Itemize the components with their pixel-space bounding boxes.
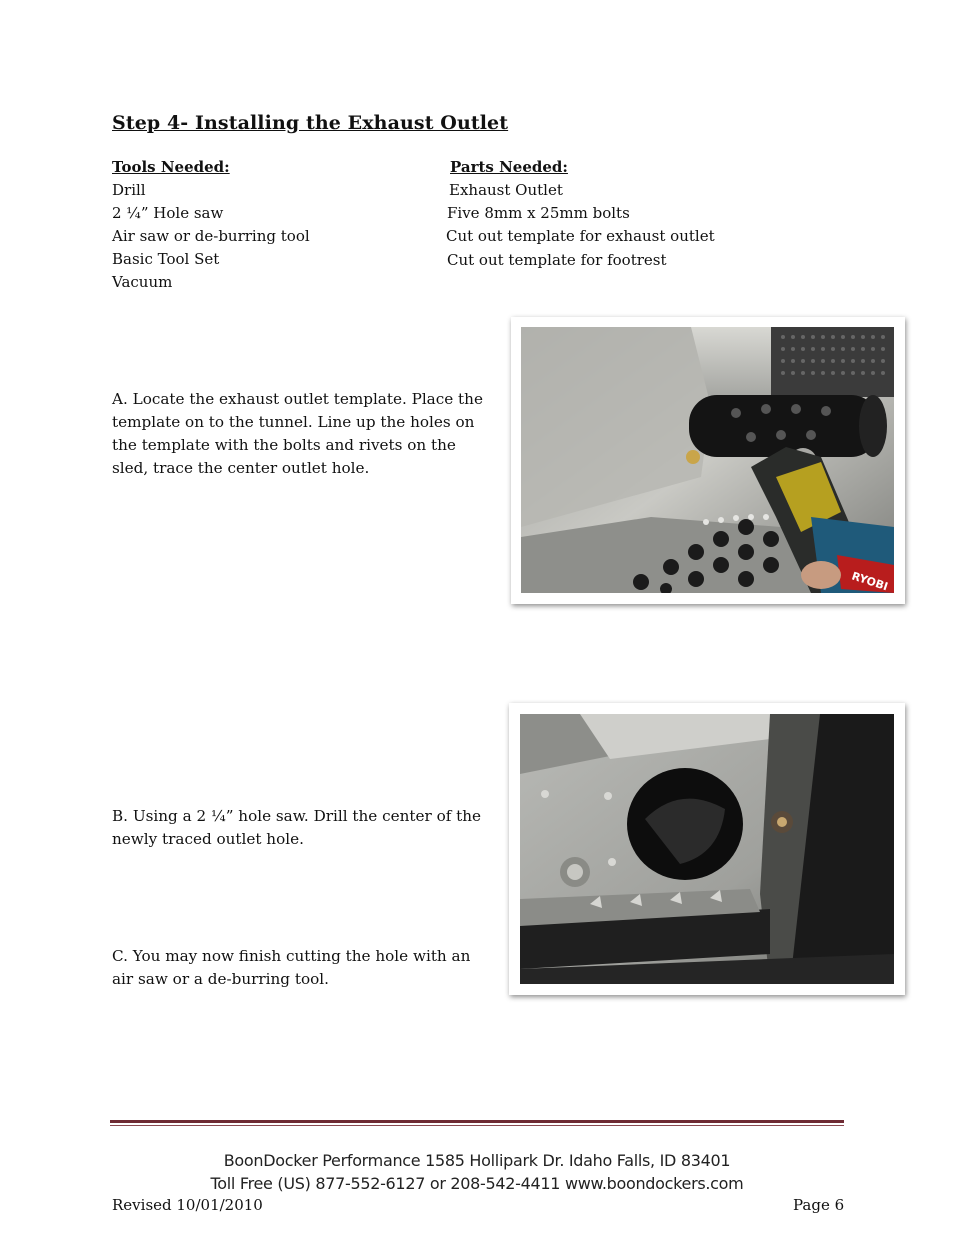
step-c-text: C. You may now finish cutting the hole with an air saw or a de-burring tool. <box>112 947 471 988</box>
tools-list <box>112 156 310 294</box>
step-b-text: B. Using a 2 ¼” hole saw. Drill the center of the newly traced outlet hole. <box>112 807 482 848</box>
revised-date: Revised 10/01/2010 <box>112 1196 263 1214</box>
footer-address: BoonDocker Performance 1585 Hollipark Dr. Idaho Falls, ID 83401 <box>223 1151 731 1170</box>
tool-item: Drill <box>112 181 146 199</box>
footer-contact: Toll Free (US) 877-552-6127 or 208-542-4411 www.boondockers.com <box>210 1174 744 1193</box>
footer-divider <box>110 1120 844 1123</box>
ryobi-label: RYOBI <box>850 569 890 593</box>
photo-frame-b <box>509 703 905 995</box>
tools-heading: Tools Needed: <box>112 158 230 176</box>
drill-photo-image <box>521 327 894 593</box>
page-number: Page 6 <box>793 1196 845 1214</box>
parts-heading: Parts Needed: <box>450 158 568 176</box>
tool-item: Basic Tool Set <box>112 250 220 268</box>
tool-item: Air saw or de-burring tool <box>112 227 310 245</box>
drill-photo <box>521 327 894 593</box>
tool-item: Vacuum <box>112 273 173 291</box>
tool-item: 2 ¼” Hole saw <box>112 204 224 222</box>
part-item: Cut out template for footrest <box>447 251 667 269</box>
hole-photo <box>520 714 894 984</box>
step-a-text: A. Locate the exhaust outlet template. Place the template on to the tunnel. Line up the holes on the template with the bolts and rivets on the sled, trace the center outlet hole. <box>112 390 483 477</box>
footer-divider-thin <box>110 1125 844 1126</box>
photo-frame-a <box>511 317 905 604</box>
part-item: Five 8mm x 25mm bolts <box>447 204 630 222</box>
page-title: Step 4- Installing the Exhaust Outlet <box>112 112 509 134</box>
hole-photo-image <box>520 714 894 984</box>
part-item: Cut out template for exhaust outlet <box>446 227 715 245</box>
part-item: Exhaust Outlet <box>449 181 563 199</box>
